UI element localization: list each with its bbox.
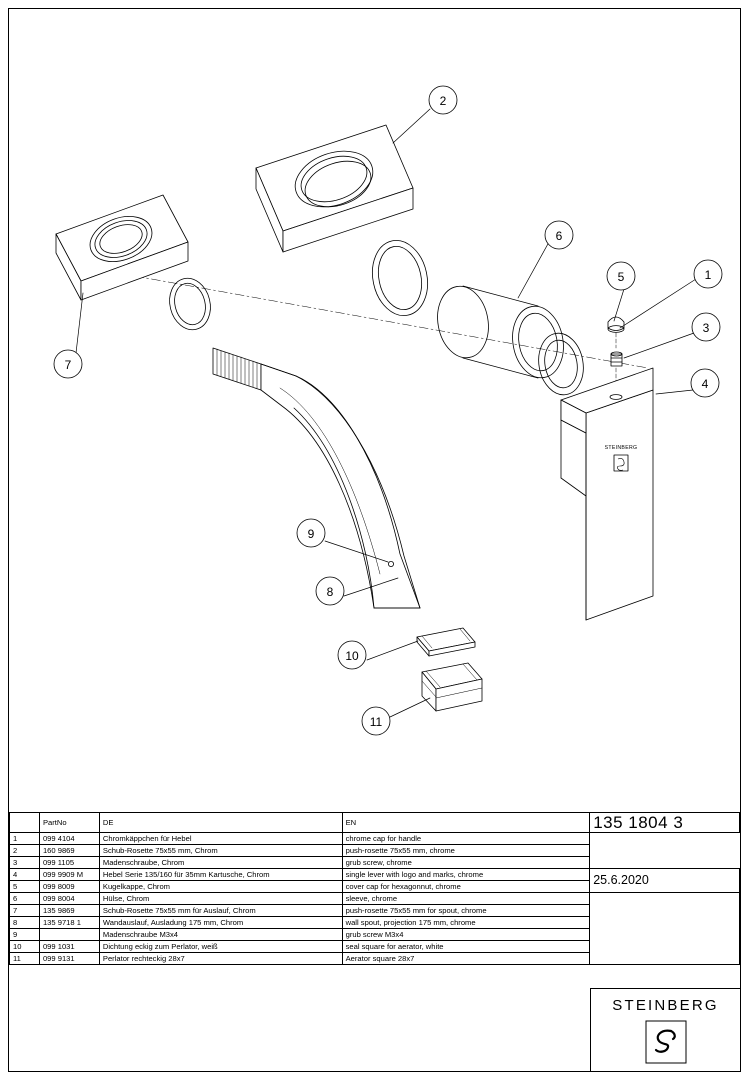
balloon-4 bbox=[691, 369, 719, 397]
row-partno: 099 8004 bbox=[39, 893, 99, 905]
row-pos: 8 bbox=[10, 917, 40, 929]
row-en: wall spout, projection 175 mm, chrome bbox=[342, 917, 590, 929]
part-2-push-rosette-handle bbox=[256, 125, 413, 252]
parts-list-table bbox=[9, 812, 740, 965]
row-de: Wandauslauf, Ausladung 175 mm, Chrom bbox=[99, 917, 342, 929]
part-5-cover-cap bbox=[608, 317, 624, 348]
row-de: Schub-Rosette 75x55 mm, Chrom bbox=[99, 845, 342, 857]
header-de: DE bbox=[99, 813, 342, 833]
header-en: EN bbox=[342, 813, 590, 833]
balloon-10 bbox=[338, 641, 366, 669]
balloon-5 bbox=[607, 262, 635, 290]
balloon-label: 10 bbox=[345, 649, 359, 663]
row-de: Perlator rechteckig 28x7 bbox=[99, 953, 342, 965]
balloon-label: 4 bbox=[701, 377, 709, 391]
row-en: push-rosette 75x55 mm for spout, chrome bbox=[342, 905, 590, 917]
exploded-view-drawing bbox=[8, 8, 741, 808]
balloon-label: 5 bbox=[617, 270, 625, 284]
row-partno: 099 4104 bbox=[39, 833, 99, 845]
part-4-single-lever bbox=[561, 368, 653, 620]
row-pos: 7 bbox=[10, 905, 40, 917]
balloon-11 bbox=[362, 707, 390, 735]
row-de: Madenschraube M3x4 bbox=[99, 929, 342, 941]
row-en: chrome cap for handle bbox=[342, 833, 590, 845]
row-de: Schub-Rosette 75x55 mm für Auslauf, Chrom bbox=[99, 905, 342, 917]
balloon-label: 9 bbox=[307, 527, 315, 541]
balloon-label: 6 bbox=[555, 229, 563, 243]
row-partno: 099 1031 bbox=[39, 941, 99, 953]
row-partno bbox=[39, 929, 99, 941]
table-row bbox=[10, 857, 740, 869]
date-cell bbox=[590, 869, 740, 893]
row-en: Aerator square 28x7 bbox=[342, 953, 590, 965]
row-en: sleeve, chrome bbox=[342, 893, 590, 905]
part-ring-large bbox=[366, 235, 435, 321]
row-partno: 160 9869 bbox=[39, 845, 99, 857]
table-row bbox=[10, 893, 740, 905]
balloon-label: 11 bbox=[369, 715, 383, 729]
table-row bbox=[10, 833, 740, 845]
balloon-label: 3 bbox=[702, 321, 710, 335]
balloon-label: 1 bbox=[704, 268, 712, 282]
table-row bbox=[10, 845, 740, 857]
row-partno: 135 9718 1 bbox=[39, 917, 99, 929]
row-de: Dichtung eckig zum Perlator, weiß bbox=[99, 941, 342, 953]
balloon-label: 8 bbox=[326, 585, 334, 599]
drawing-date: 25.6.2020 bbox=[593, 873, 649, 888]
balloon-label: 2 bbox=[439, 94, 447, 108]
row-de: Hebel Serie 135/160 für 35mm Kartusche, Chrom bbox=[99, 869, 342, 881]
row-pos: 2 bbox=[10, 845, 40, 857]
balloon-3 bbox=[692, 313, 720, 341]
row-en: cover cap for hexagonnut, chrome bbox=[342, 881, 590, 893]
row-de: Hülse, Chrom bbox=[99, 893, 342, 905]
row-partno: 099 8009 bbox=[39, 881, 99, 893]
row-partno: 099 9909 M bbox=[39, 869, 99, 881]
row-en: single lever with logo and marks, chrome bbox=[342, 869, 590, 881]
title-block-logo bbox=[590, 988, 740, 1072]
part-6-sleeve bbox=[432, 282, 569, 382]
row-pos: 4 bbox=[10, 869, 40, 881]
row-en: push-rosette 75x55 mm, chrome bbox=[342, 845, 590, 857]
brand-name: STEINBERG bbox=[612, 997, 719, 1014]
row-partno: 099 9131 bbox=[39, 953, 99, 965]
balloon-7 bbox=[54, 350, 82, 378]
row-en: grub screw M3x4 bbox=[342, 929, 590, 941]
balloon-6 bbox=[545, 221, 573, 249]
part-7-push-rosette-spout bbox=[56, 195, 188, 300]
header-partno: PartNo bbox=[39, 813, 99, 833]
row-pos: 6 bbox=[10, 893, 40, 905]
row-de: Madenschraube, Chrom bbox=[99, 857, 342, 869]
row-pos: 11 bbox=[10, 953, 40, 965]
row-pos: 1 bbox=[10, 833, 40, 845]
row-de: Kugelkappe, Chrom bbox=[99, 881, 342, 893]
steinberg-logo-icon bbox=[645, 1020, 687, 1064]
row-pos: 3 bbox=[10, 857, 40, 869]
table-header-row bbox=[10, 813, 740, 833]
balloon-9 bbox=[297, 519, 325, 547]
part-11-aerator bbox=[422, 663, 482, 711]
part-sleeve-ring bbox=[534, 330, 588, 399]
article-number-cell bbox=[590, 813, 740, 833]
header-pos bbox=[10, 813, 40, 833]
row-pos: 5 bbox=[10, 881, 40, 893]
balloon-2 bbox=[429, 86, 457, 114]
row-pos: 10 bbox=[10, 941, 40, 953]
row-partno: 135 9869 bbox=[39, 905, 99, 917]
part-ring-small bbox=[164, 274, 215, 334]
part-10-square-seal bbox=[417, 628, 475, 656]
balloon-8 bbox=[316, 577, 344, 605]
balloon-label: 7 bbox=[64, 358, 72, 372]
lever-brand-label: STEINBERG bbox=[604, 445, 638, 451]
row-en: seal square for aerator, white bbox=[342, 941, 590, 953]
blank-info-cell bbox=[590, 893, 740, 965]
row-en: grub screw, chrome bbox=[342, 857, 590, 869]
row-partno: 099 1105 bbox=[39, 857, 99, 869]
balloon-1 bbox=[694, 260, 722, 288]
table-row bbox=[10, 869, 740, 881]
part-8-wall-spout bbox=[213, 348, 420, 608]
row-de: Chromkäppchen für Hebel bbox=[99, 833, 342, 845]
row-pos: 9 bbox=[10, 929, 40, 941]
article-number: 135 1804 3 bbox=[593, 813, 684, 832]
